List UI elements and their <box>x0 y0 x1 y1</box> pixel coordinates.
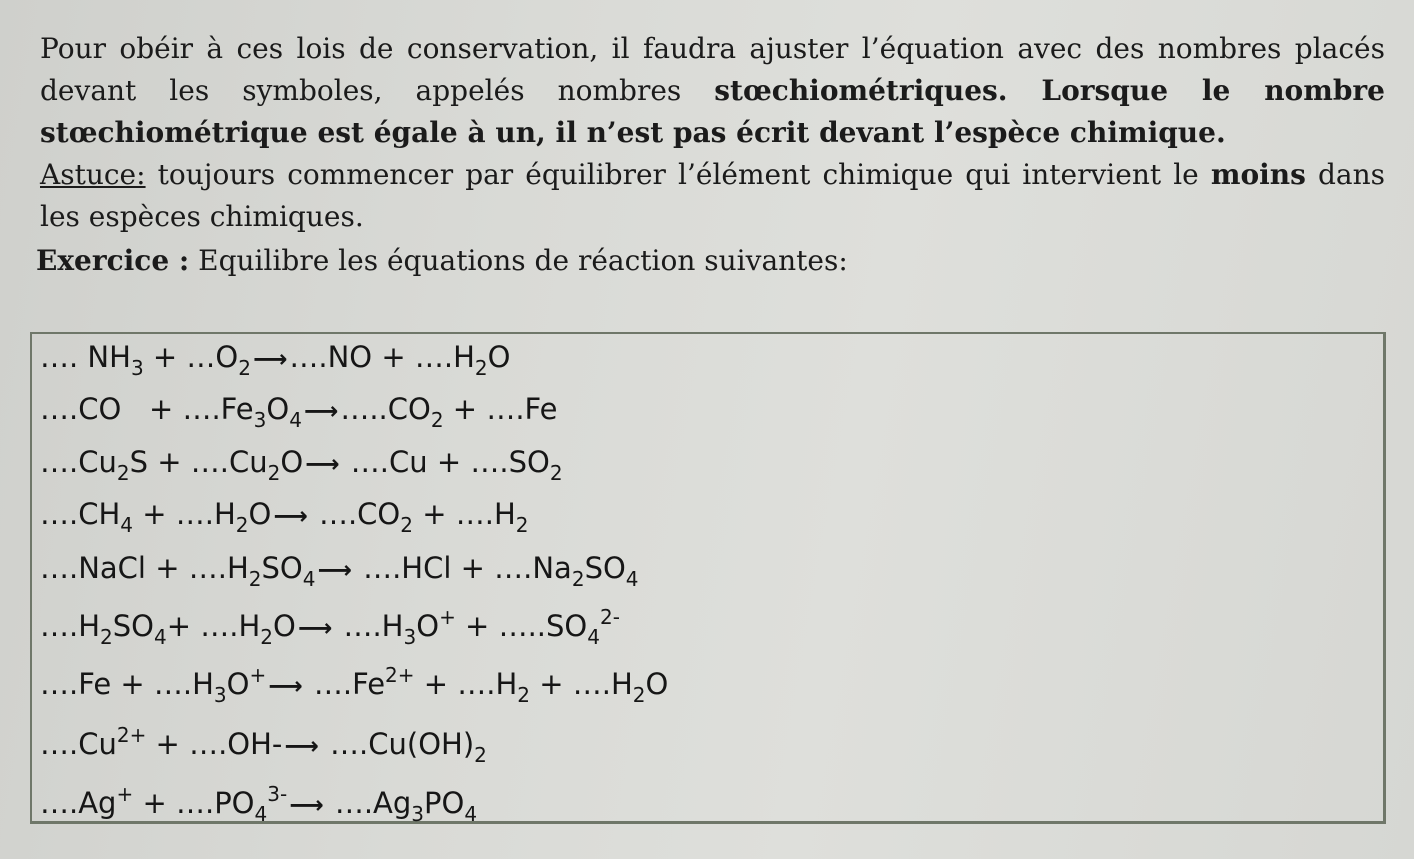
paragraph-conservation <box>40 28 1385 154</box>
eq6-g-sub: 4 <box>587 625 600 649</box>
eq7-b-sup: + <box>249 663 267 687</box>
eq4-a: ….CH <box>40 497 121 531</box>
eq2-c: …..CO <box>340 392 431 426</box>
eq3-d: ….Cu + ….SO <box>341 445 550 479</box>
equation-8 <box>40 723 487 767</box>
equation-1 <box>40 340 511 380</box>
equation-9 <box>40 782 478 826</box>
eq7-c: ….Fe <box>304 667 386 701</box>
eq8-a-sup: 2+ <box>116 723 147 747</box>
eq6-b: SO <box>112 609 154 643</box>
arrow-icon: ⟶ <box>297 614 333 642</box>
eq9-d-sub: 4 <box>464 802 478 826</box>
equation-2 <box>40 392 558 432</box>
eq2-d: + ….Fe <box>443 392 558 426</box>
eq2-a: ….CO + ….Fe <box>40 392 254 426</box>
eq1-b-sub: 2 <box>238 356 251 380</box>
eq1-d: O <box>487 340 511 374</box>
eq8-c: ….Cu(OH) <box>320 727 475 761</box>
astuce-label: Astuce: <box>40 158 146 191</box>
eq6-a: ….H <box>40 609 101 643</box>
arrow-icon: ⟶ <box>317 556 352 584</box>
astuce-end: dans les espèces chimiques. <box>40 158 1386 233</box>
eq7-c-sup: 2+ <box>385 663 415 687</box>
eq4-d-sub: 2 <box>400 513 413 537</box>
arrow-icon: ⟶ <box>273 502 308 530</box>
arrow-icon: ⟶ <box>303 397 339 425</box>
eq7-e-sub: 2 <box>632 683 646 707</box>
eq8-b: + ….OH- <box>146 727 283 761</box>
eq6-b-sub: 4 <box>154 625 167 649</box>
eq9-a: ….Ag <box>40 786 117 820</box>
eq1-a: …. NH <box>40 340 131 374</box>
eq6-d: O <box>273 609 296 643</box>
eq5-d: SO <box>584 551 626 585</box>
eq6-c: + ….H <box>166 609 261 643</box>
equation-5 <box>40 551 639 591</box>
eq6-c-sub: 2 <box>260 625 274 649</box>
eq7-a-sub: 3 <box>213 683 227 707</box>
eq6-e-sub: 3 <box>403 625 417 649</box>
eq5-c-sub: 2 <box>571 567 585 591</box>
equation-6 <box>40 605 620 649</box>
eq8-a: ….Cu <box>40 727 117 761</box>
eq3-d-sub: 2 <box>549 461 563 485</box>
eq7-d: + ….H <box>414 667 518 701</box>
eq5-a: ….NaCl + ….H <box>40 551 249 585</box>
eq8-c-sub: 2 <box>474 743 487 767</box>
eq2-b: O <box>266 392 290 426</box>
paragraph-conservation-text: Pour obéir à ces lois de conservation, il faudra ajuster l’équation avec des nombres placés devant les symboles, appelés nombres <box>40 32 1385 107</box>
eq2-a-sub: 3 <box>253 408 267 432</box>
eq7-b: O <box>226 667 250 701</box>
eq6-g-sup: 2- <box>599 605 620 629</box>
eq9-c-sub: 3 <box>411 802 425 826</box>
equation-7 <box>40 663 669 707</box>
text-block <box>36 28 1386 282</box>
eq6-a-sub: 2 <box>100 625 113 649</box>
eq2-b-sub: 4 <box>289 408 302 432</box>
eq4-a-sub: 4 <box>120 513 134 537</box>
eq6-f-sup: + <box>439 605 456 629</box>
eq9-d: PO <box>424 786 465 820</box>
equation-4 <box>40 497 529 537</box>
eq1-b: + …O <box>143 340 239 374</box>
eq4-b-sub: 2 <box>235 513 249 537</box>
paragraph-astuce <box>40 154 1385 238</box>
eq7-e: + ….H <box>530 667 633 701</box>
equation-3 <box>40 445 563 485</box>
eq5-d-sub: 4 <box>625 567 639 591</box>
eq5-a-sub: 2 <box>248 567 262 591</box>
eq1-c: ….NO + ….H <box>289 340 475 374</box>
exercise-text: Equilibre les équations de réaction suivantes: <box>189 244 848 277</box>
arrow-icon: ⟶ <box>289 791 324 819</box>
eq9-b: + ….PO <box>133 786 255 820</box>
paragraph-conservation-bold: stœchiométriques. Lorsque le nombre stœchiométrique est égale à un, il n’est pas écrit devant l’espèce chimique. <box>40 74 1385 149</box>
exercise-label: Exercice : <box>36 244 190 277</box>
eq4-e: + ….H <box>413 497 516 531</box>
eq4-b: + ….H <box>133 497 236 531</box>
eq9-c: ….Ag <box>325 786 412 820</box>
eq5-b: SO <box>261 551 303 585</box>
eq3-a: ….Cu <box>40 445 117 479</box>
arrow-icon: ⟶ <box>268 672 303 700</box>
arrow-icon: ⟶ <box>305 450 340 478</box>
eq7-f: O <box>645 667 669 701</box>
eq6-g: + …..SO <box>455 609 588 643</box>
arrow-icon: ⟶ <box>284 732 319 760</box>
equations-box <box>30 332 1386 824</box>
eq4-d: ….CO <box>309 497 401 531</box>
eq5-b-sub: 4 <box>302 567 316 591</box>
eq2-c-sub: 2 <box>430 408 444 432</box>
arrow-icon: ⟶ <box>252 345 288 373</box>
eq3-b-sub: 2 <box>267 461 281 485</box>
astuce-bold: moins <box>1210 158 1306 191</box>
astuce-text: toujours commencer par équilibrer l’élément chimique qui intervient le <box>145 158 1211 191</box>
eq7-d-sub: 2 <box>517 683 531 707</box>
eq7-a: ….Fe + ….H <box>40 667 214 701</box>
exercise-heading <box>36 240 1385 282</box>
eq3-a-sub: 2 <box>116 461 130 485</box>
eq6-e: ….H <box>334 609 404 643</box>
eq4-e-sub: 2 <box>515 513 529 537</box>
eq1-a-sub: 3 <box>130 356 144 380</box>
eq6-f: O <box>416 609 440 643</box>
eq3-b: S + ….Cu <box>129 445 268 479</box>
eq1-c-sub: 2 <box>474 356 488 380</box>
eq9-a-sup: + <box>116 782 134 806</box>
eq3-c: O <box>280 445 304 479</box>
eq9-b-sub: 4 <box>254 802 268 826</box>
eq5-c: ….HCl + ….Na <box>353 551 572 585</box>
eq9-b-sup: 3- <box>267 782 288 806</box>
eq4-c: O <box>248 497 272 531</box>
